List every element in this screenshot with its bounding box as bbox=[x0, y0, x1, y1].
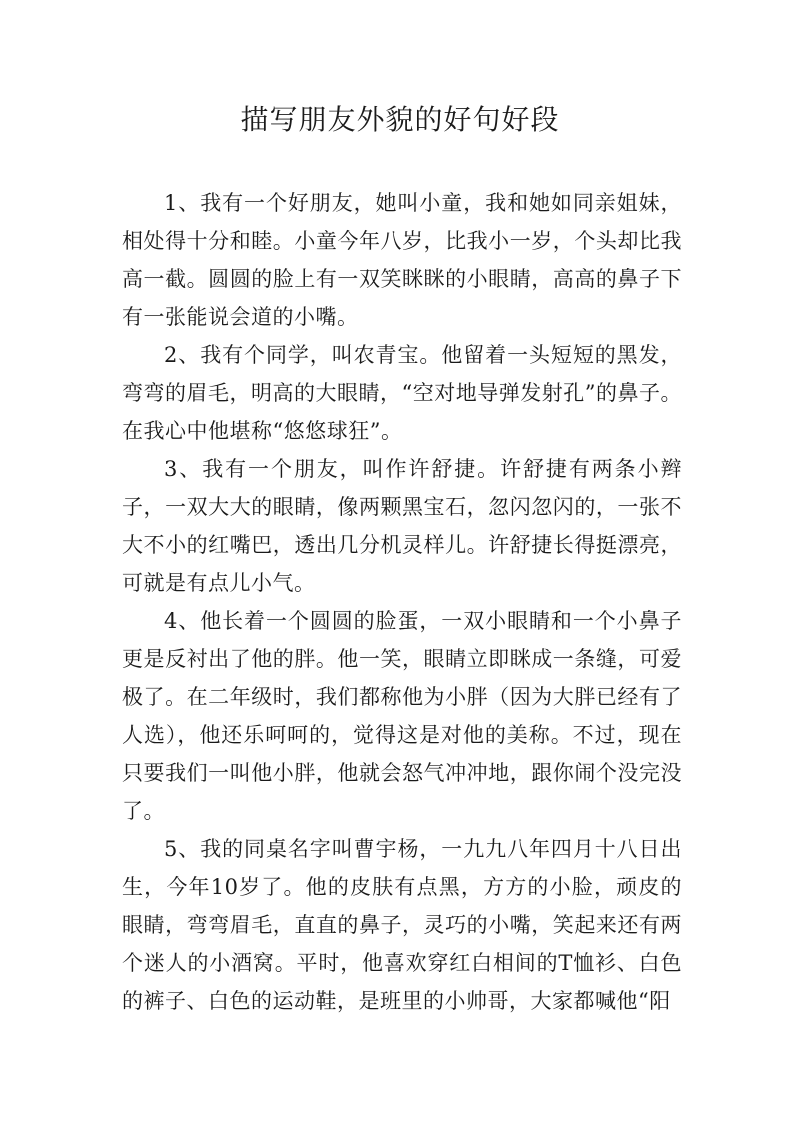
paragraph-2: 2、我有个同学，叫农青宝。他留着一头短短的黑发，弯弯的眉毛，明高的大眼睛，“空对地导弹发射孔”的鼻子。在我心中他堪称“悠悠球狂”。 bbox=[122, 343, 682, 443]
paragraph-4: 4、他长着一个圆圆的脸蛋，一双小眼睛和一个小鼻子更是反衬出了他的胖。他一笑，眼睛立即眯成一条缝，可爱极了。在二年级时，我们都称他为小胖（因为大胖已经有了人选），他还乐呵呵的，觉得这是对他的美称。不过，现在只要我们一叫他小胖，他就会怒气冲冲地，跟你闹个没完没了。 bbox=[122, 609, 682, 823]
document-body bbox=[122, 184, 682, 1020]
paragraph-5: 5、我的同桌名字叫曹宇杨，一九九八年四月十八日出生，今年10岁了。他的皮肤有点黑，方方的小脸，顽皮的眼睛，弯弯眉毛，直直的鼻子，灵巧的小嘴，笑起来还有两个迷人的小酒窝。平时，他喜欢穿红白相间的T恤衫、白色的裤子、白色的运动鞋，是班里的小帅哥，大家都喊他“阳 bbox=[122, 837, 682, 1013]
paragraph-1: 1、我有一个好朋友，她叫小童，我和她如同亲姐妹，相处得十分和睦。小童今年八岁，比我小一岁，个头却比我高一截。圆圆的脸上有一双笑眯眯的小眼睛，高高的鼻子下有一张能说会道的小嘴。 bbox=[122, 191, 682, 329]
document-title: 描写朋友外貌的好句好段 bbox=[240, 103, 560, 136]
paragraph-3: 3、我有一个朋友，叫作许舒捷。许舒捷有两条小辫子，一双大大的眼睛，像两颗黑宝石，忽闪忽闪的，一张不大不小的红嘴巴，透出几分机灵样儿。许舒捷长得挺漂亮，可就是有点儿小气。 bbox=[122, 457, 682, 595]
